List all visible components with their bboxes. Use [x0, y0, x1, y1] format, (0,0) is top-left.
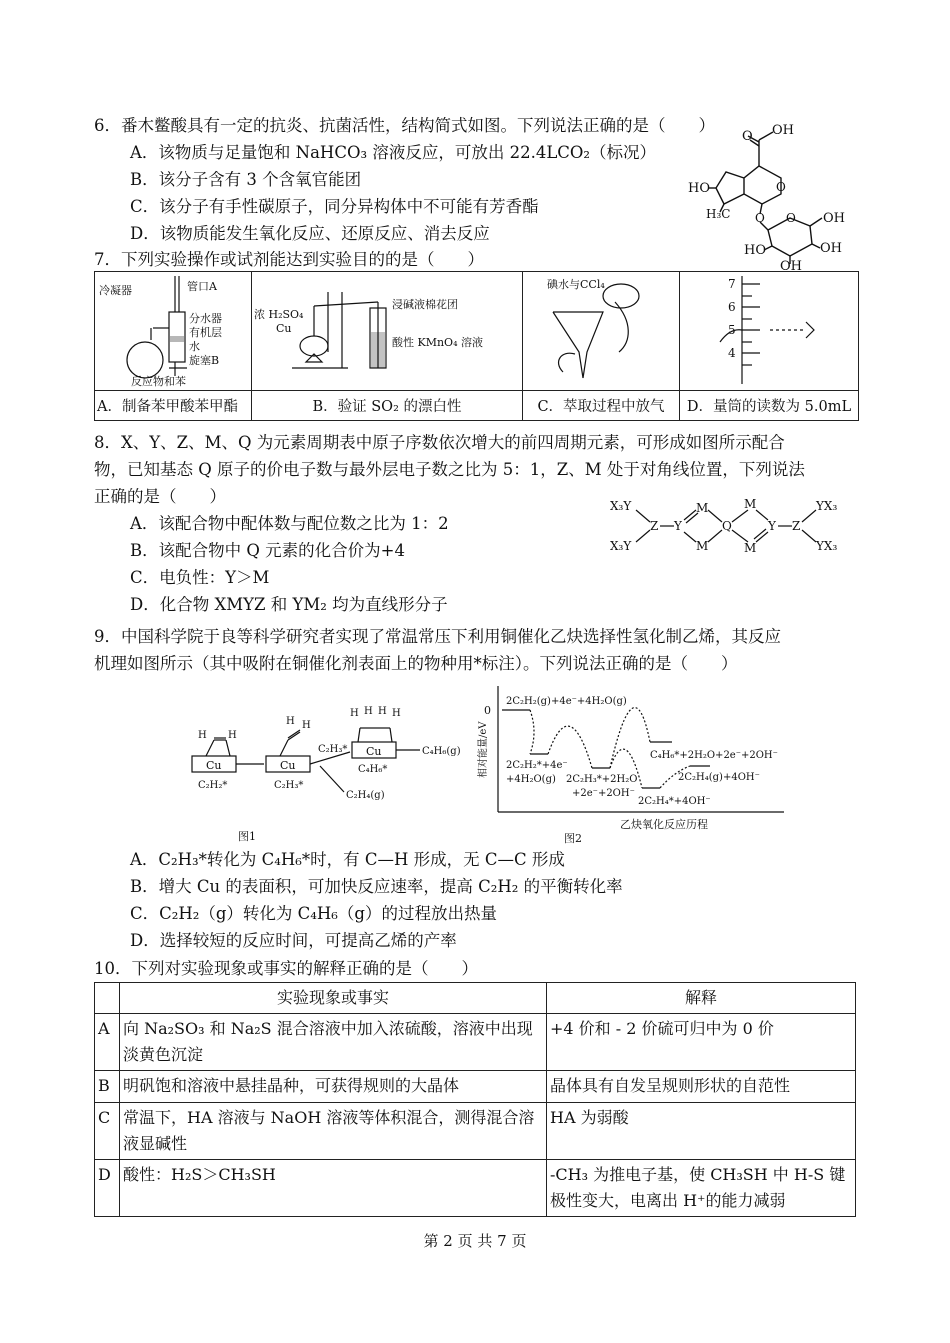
q9f2-level-2b: +2e⁻+2OH⁻	[572, 788, 635, 799]
q10-row-b-key: B	[95, 1071, 120, 1103]
q6-option-b: B．该分子含有 3 个含氧官能团	[130, 170, 362, 189]
q7d-tick-6: 6	[728, 300, 736, 314]
q10-row-b-reason: 晶体具有自发呈规则形状的自范性	[547, 1071, 856, 1103]
q6-label-oh-top: OH	[772, 123, 794, 138]
q9f2-level-1a: 2C₂H₂*+4e⁻	[506, 760, 568, 771]
q6-label-oh-bottom-left: HO	[744, 243, 766, 258]
q10-row-a-reason: +4 价和 - 2 价硫可归中为 0 价	[547, 1014, 856, 1071]
q9f1-h-3: H	[286, 716, 295, 727]
q8-x3y-bottom: X₃Y	[610, 539, 632, 553]
q9f1-h-6: H	[364, 706, 373, 717]
q9f1-c2h3: C₂H₃*	[274, 780, 304, 791]
q7-apparatus-table	[94, 271, 859, 421]
q10-row-c-key: C	[95, 1103, 120, 1160]
q8-m-1: M	[696, 501, 709, 515]
q10-row-d-reason: -CH₃ 为推电子基，使 CH₃SH 中 H-S 键极性变大，电离出 H⁺的能力减弱	[547, 1160, 856, 1217]
q6-label-oh-right: OH	[823, 211, 845, 226]
q7a-label-valve-b: 旋塞B	[189, 354, 220, 367]
q7b-label-kmno4: 酸性 KMnO₄ 溶液	[392, 336, 483, 349]
q9f1-h-5: H	[350, 708, 359, 719]
q8-x3y-top: X₃Y	[610, 499, 632, 513]
q6-label-oh-bottom: OH	[780, 259, 802, 270]
q7a-label-separator: 分水器	[189, 312, 222, 325]
q9f1-h-8: H	[392, 708, 401, 719]
q6-label-oh-r2: OH	[820, 241, 842, 256]
q10-row-a-fact: 向 Na₂SO₃ 和 Na₂S 混合溶液中加入浓硫酸，溶液中出现淡黄色沉淀	[120, 1014, 547, 1071]
q7b-label-acid: 浓 H₂SO₄	[254, 308, 304, 321]
q8-stem-line-3: 正确的是（ ）	[94, 487, 226, 506]
q10-row-d-fact: 酸性：H₂S＞CH₃SH	[120, 1160, 547, 1217]
q7-caption-d: D．量筒的读数为 5.0mL	[680, 391, 859, 421]
page-footer: 第 2 页 共 7 页	[423, 1232, 527, 1250]
table-row	[95, 1103, 856, 1160]
q9-figure-1-caption: 图1	[238, 830, 256, 843]
q8-option-a: A．该配合物中配体数与配位数之比为 1：2	[130, 514, 449, 533]
q9f1-h-1: H	[198, 730, 207, 741]
q10-row-a-key: A	[95, 1014, 120, 1071]
q7-stem: 7．下列实验操作或试剂能达到实验目的的是（ ）	[94, 250, 484, 269]
q6-label-link-o: O	[755, 211, 765, 225]
q8-yx3-bottom: YX₃	[816, 539, 838, 553]
q7-cell-c	[523, 272, 680, 391]
q7-caption-a: A．制备苯甲酸苯甲酯	[95, 391, 252, 421]
q8-q-center: Q	[722, 519, 732, 533]
q7d-tick-5: 5	[728, 323, 736, 337]
q9f2-level-3: 2C₂H₄*+4OH⁻	[638, 796, 711, 807]
q9f1-c2h2: C₂H₂*	[198, 780, 228, 791]
table-row	[95, 1071, 856, 1103]
q6-structure	[686, 118, 856, 270]
q9-option-a: A．C₂H₃*转化为 C₄H₆*时，有 C—H 形成，无 C—C 形成	[130, 850, 565, 869]
q6-label-o: O	[742, 129, 753, 144]
q9-figure-1	[180, 700, 470, 845]
q9f1-h-4: H	[302, 720, 311, 731]
q6-option-d: D．该物质能发生氧化反应、还原反应、消去反应	[130, 224, 490, 243]
q10-header-fact: 实验现象或事实	[120, 983, 547, 1014]
q9f1-h-7: H	[378, 706, 387, 717]
q7a-label-water: 水	[189, 340, 200, 353]
q7a-label-condenser: 冷凝器	[99, 284, 132, 297]
q9-option-d: D．选择较短的反应时间，可提高乙烯的产率	[130, 931, 457, 950]
q9f1-c2h4-g: C₂H₄(g)	[346, 790, 385, 801]
q7b-label-cotton: 浸碱液棉花团	[392, 298, 458, 311]
q6-option-a: A．该物质与足量饱和 NaHCO₃ 溶液反应，可放出 22.4LCO₂（标况）	[130, 143, 657, 162]
q6-label-h3c: H₃C	[706, 207, 731, 221]
q8-stem-line-1: 8．X、Y、Z、M、Q 为元素周期表中原子序数依次增大的前四周期元素，可形成如图所示配合	[94, 433, 785, 452]
q10-table	[94, 982, 856, 1217]
q8-m-3: M	[744, 497, 757, 511]
q7-cell-a	[95, 272, 252, 391]
q10-header-key	[95, 983, 120, 1014]
table-row	[95, 1014, 856, 1071]
q7-caption-b: B．验证 SO₂ 的漂白性	[252, 391, 523, 421]
q8-option-b: B．该配合物中 Q 元素的化合价为+4	[130, 541, 405, 560]
q9-stem-line-1: 9．中国科学院于良等科学研究者实现了常温常压下利用铜催化乙炔选择性氢化制乙烯，其反应	[94, 627, 781, 646]
q8-yx3-top: YX₃	[816, 499, 838, 513]
q10-stem: 10．下列对实验现象或事实的解释正确的是（ ）	[94, 959, 478, 978]
q6-label-ho: HO	[688, 181, 710, 196]
q9f2-level-2a: 2C₂H₃*+2H₂O	[566, 774, 638, 785]
q10-header-row	[95, 983, 856, 1014]
q10-row-b-fact: 明矾饱和溶液中悬挂晶种，可获得规则的大晶体	[120, 1071, 547, 1103]
q6-label-o2: O	[786, 211, 796, 225]
q9-stem-line-2: 机理如图所示（其中吸附在铜催化剂表面上的物种用*标注）。下列说法正确的是（ ）	[94, 654, 738, 673]
q9f2-level-1b: +4H₂O(g)	[506, 774, 556, 785]
q10-row-c-reason: HA 为弱酸	[547, 1103, 856, 1160]
q7b-label-cu: Cu	[276, 322, 292, 335]
q8-z-right: Z	[792, 519, 801, 533]
q8-z-left: Z	[650, 519, 659, 533]
q9f2-level-4: C₄H₆*+2H₂O+2e⁻+2OH⁻	[650, 750, 778, 761]
q9f2-level-5: 2C₂H₄(g)+4OH⁻	[678, 772, 760, 783]
q7-cell-d	[680, 272, 859, 391]
q7a-label-reactants: 反应物和苯	[131, 375, 186, 388]
q8-m-4: M	[744, 541, 757, 555]
q8-option-d: D．化合物 XMYZ 和 YM₂ 均为直线形分子	[130, 595, 448, 614]
q7a-label-organic: 有机层	[189, 326, 222, 339]
q7d-tick-4: 4	[728, 346, 736, 360]
q9f1-cu-1: Cu	[206, 759, 222, 772]
q9f2-zero: 0	[484, 704, 491, 717]
q8-y-left: Y	[674, 519, 682, 533]
q9f1-c4h6: C₄H₆*	[358, 764, 388, 775]
q6-stem: 6．番木鳖酸具有一定的抗炎、抗菌活性，结构简式如图。下列说法正确的是（ ）	[94, 116, 715, 135]
q8-complex-structure	[606, 490, 856, 560]
table-row	[95, 1160, 856, 1217]
q9-option-c: C．C₂H₂（g）转化为 C₄H₆（g）的过程放出热量	[130, 904, 497, 923]
q9f1-h-2: H	[228, 730, 237, 741]
q7-cell-b	[252, 272, 523, 391]
q10-row-d-key: D	[95, 1160, 120, 1217]
q7c-label-iodine: 碘水与CCl₄	[547, 278, 605, 291]
q9-option-b: B．增大 Cu 的表面积，可加快反应速率，提高 C₂H₂ 的平衡转化率	[130, 877, 623, 896]
q9f1-cu-2: Cu	[280, 759, 296, 772]
q8-option-c: C．电负性：Y＞M	[130, 568, 270, 587]
q9-figure-2	[474, 682, 814, 847]
q9f2-level-0: 2C₂H₂(g)+4e⁻+4H₂O(g)	[506, 696, 627, 707]
q8-m-2: M	[696, 539, 709, 553]
q9-figure-2-caption: 图2	[564, 832, 582, 845]
q9f2-ylabel: 相对能量/eV	[478, 721, 489, 778]
q7a-label-port-a: 管口A	[187, 280, 217, 293]
q9f2-xlabel: 乙炔氧化反应历程	[620, 818, 708, 831]
q6-label-ring-o: O	[776, 180, 786, 194]
q9f1-c2h3-2: C₂H₃*	[318, 744, 348, 755]
q10-header-reason: 解释	[547, 983, 856, 1014]
q8-y-right: Y	[768, 519, 776, 533]
q6-option-c: C．该分子有手性碳原子，同分异构体中不可能有芳香酯	[130, 197, 539, 216]
q10-row-c-fact: 常温下，HA 溶液与 NaOH 溶液等体积混合，测得混合溶液显碱性	[120, 1103, 547, 1160]
q9f1-c4h6-g: C₄H₆(g)	[422, 746, 461, 757]
q9f1-cu-3: Cu	[366, 745, 382, 758]
q7d-tick-7: 7	[728, 277, 736, 291]
q7-caption-c: C．萃取过程中放气	[523, 391, 680, 421]
q8-stem-line-2: 物，已知基态 Q 原子的价电子数与最外层电子数之比为 5：1，Z、M 处于对角线位置，下列说法	[94, 460, 805, 479]
